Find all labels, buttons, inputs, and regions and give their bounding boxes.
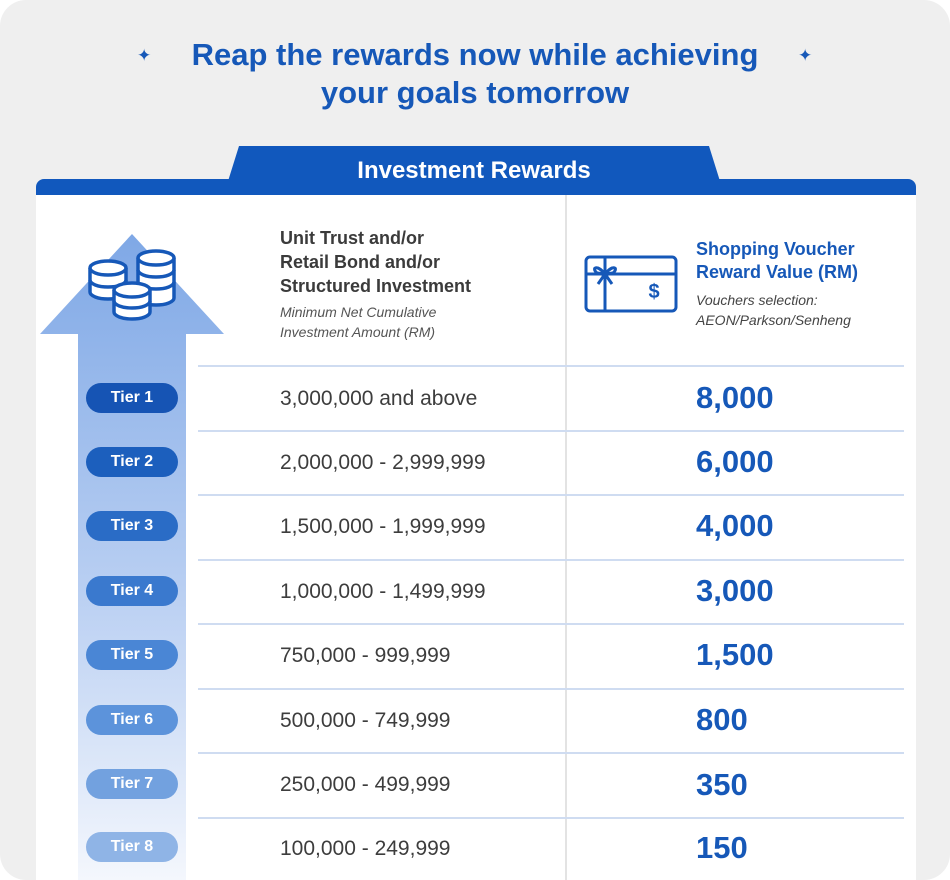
tier-3-badge: Tier 3 <box>86 511 178 541</box>
tier-2-amount: 2,000,000 - 2,999,999 <box>280 451 486 474</box>
investment-heading-line: Structured Investment <box>280 276 472 296</box>
sparkle-icon-left: ✦ <box>137 46 152 65</box>
tier-7-amount: 250,000 - 499,999 <box>280 773 451 796</box>
row-divider <box>198 623 904 625</box>
headline-line-2: your goals tomorrow <box>320 75 630 110</box>
tier-5-amount: 750,000 - 999,999 <box>280 644 451 667</box>
row-divider <box>198 365 904 367</box>
reward-column-subheading <box>696 290 906 330</box>
row-divider <box>198 817 904 819</box>
column-divider <box>565 195 567 880</box>
tier-1-badge: Tier 1 <box>86 383 178 413</box>
tier-2-reward: 6,000 <box>696 444 774 479</box>
tier-2-badge: Tier 2 <box>86 447 178 477</box>
reward-sub-line: AEON/Parkson/Senheng <box>696 312 851 328</box>
tier-6-amount: 500,000 - 749,999 <box>280 709 451 732</box>
tier-3-amount: 1,500,000 - 1,999,999 <box>280 515 486 538</box>
sparkle-icon-right: ✦ <box>798 46 813 65</box>
tier-1-amount: 3,000,000 and above <box>280 387 478 410</box>
headline-line-1: Reap the rewards now while achieving <box>191 37 759 72</box>
row-divider <box>198 559 904 561</box>
investment-heading-line: Unit Trust and/or <box>280 228 424 248</box>
tab-title: Investment Rewards <box>357 157 591 184</box>
gift-voucher-icon <box>583 254 679 314</box>
investment-sub-line: Minimum Net Cumulative <box>280 304 437 320</box>
coins-stack-icon <box>82 242 182 326</box>
tier-3-reward: 4,000 <box>696 508 774 543</box>
row-divider <box>198 430 904 432</box>
tier-6-badge: Tier 6 <box>86 705 178 735</box>
tier-4-amount: 1,000,000 - 1,499,999 <box>280 580 486 603</box>
investment-sub-line: Investment Amount (RM) <box>280 324 436 340</box>
svg-text:$: $ <box>648 281 660 303</box>
tier-5-reward: 1,500 <box>696 637 774 672</box>
tier-5-badge: Tier 5 <box>86 640 178 670</box>
investment-column-subheading <box>280 302 540 342</box>
tier-7-reward: 350 <box>696 767 748 802</box>
tier-8-reward: 150 <box>696 830 748 865</box>
tier-4-badge: Tier 4 <box>86 576 178 606</box>
reward-column-heading <box>696 238 906 284</box>
tier-6-reward: 800 <box>696 702 748 737</box>
row-divider <box>198 752 904 754</box>
row-divider <box>198 688 904 690</box>
row-divider <box>198 494 904 496</box>
investment-heading-line: Retail Bond and/or <box>280 252 441 272</box>
investment-column-heading <box>280 226 540 298</box>
reward-heading-line: Reward Value (RM) <box>696 262 859 282</box>
tier-1-reward: 8,000 <box>696 380 774 415</box>
tier-8-amount: 100,000 - 249,999 <box>280 837 451 860</box>
tier-8-badge: Tier 8 <box>86 832 178 862</box>
reward-sub-line: Vouchers selection: <box>696 292 818 308</box>
reward-heading-line: Shopping Voucher <box>696 239 855 259</box>
tier-4-reward: 3,000 <box>696 573 774 608</box>
tier-7-badge: Tier 7 <box>86 769 178 799</box>
